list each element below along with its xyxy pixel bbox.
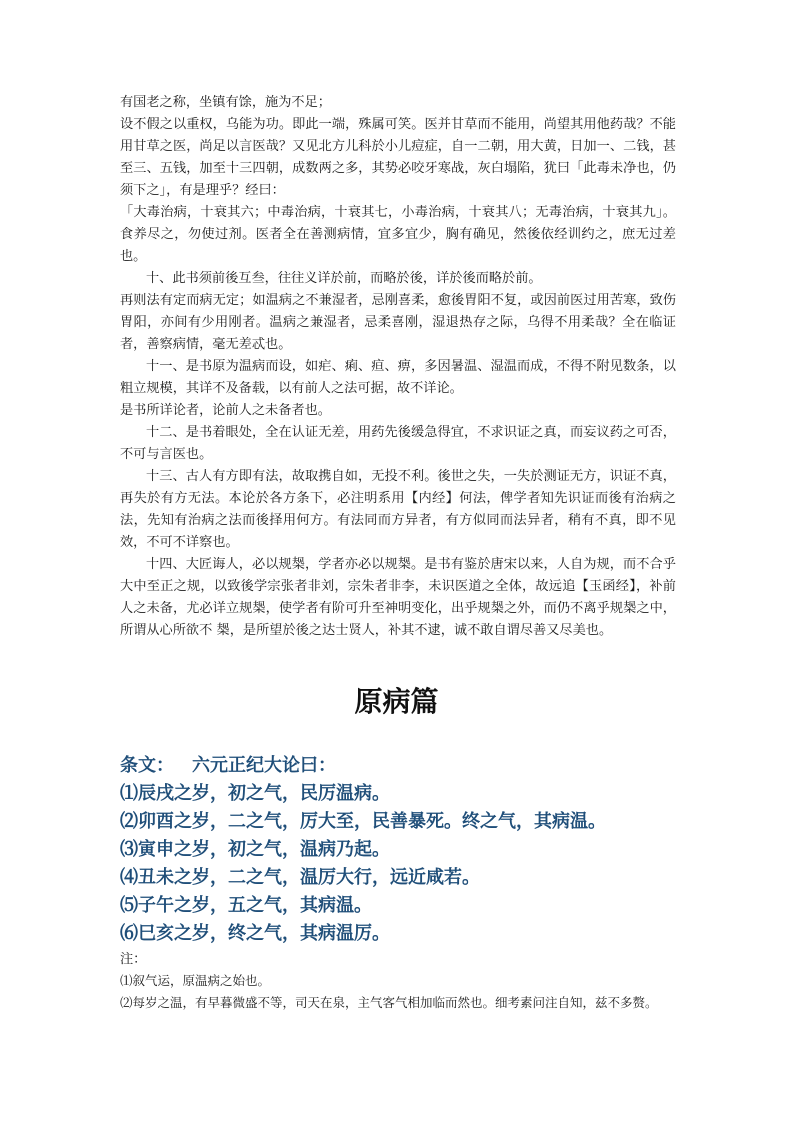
clause-item-2: ⑵卯酉之岁，二之气，厉大至，民善暴死。终之气，其病温。 <box>120 811 606 832</box>
paragraph-6: 是书所详论者，论前人之未备者也。 <box>120 403 331 418</box>
paragraph-4: 再则法有定而病无定；如温病之不兼湿者，忌刚喜柔，愈後胃阳不复，或因前医过用苦寒，致伤胃阳，亦间有少用刚者。温病之兼湿者，忌柔喜刚，湿退热存之际，乌得不用柔哉？全在临证者，善察病情，毫无差忒也。 <box>120 293 676 352</box>
upper-text-block <box>120 92 676 642</box>
note-1: ⑴叙气运，原温病之始也。 <box>120 973 271 988</box>
clause-section <box>120 752 676 1014</box>
section-title: 原病篇 <box>354 685 439 718</box>
paragraph-3: 十、此书须前後互叁，往往义详於前，而略於後，详於後而略於前。 <box>146 271 542 286</box>
clause-item-5: ⑸子午之岁，五之气，其病温。 <box>120 895 372 916</box>
clause-heading <box>120 752 676 780</box>
paragraph-2: 「大毒治病，十衰其六；中毒治病，十衰其七，小毒治病，十衰其八；无毒治病，十衰其九」。食养尽之，勿使过剂。医者全在善测病情，宜多宜少，胸有确见，然後依经训约之，庶无过差也。 <box>120 205 676 264</box>
paragraph-8: 十三、古人有方即有法，故取携自如，无投不利。後世之失，一失於测证无方，识证不真，再失於有方无法。本论於各方条下，必注明系用【内经】何法，俾学者知先识证而後有治病之法，先知有治病之法而後择用何方。有法同而方异者，有方似同而法异者，稍有不真，即不见效，不可不详察也。 <box>120 469 676 550</box>
paragraph-1: 设不假之以重权，乌能为功。即此一端，殊属可笑。医并甘草而不能用，尚望其用他药哉？不能用甘草之医，尚足以言医哉？又见北方儿科於小儿痘症，自一二朝，用大黄，日加一、二钱，甚至三、五钱，加至十三四朝，成数两之多，其势必咬牙寒战，灰白塌陷，犹曰「此毒未净也，仍须下之」，有是理乎？经曰： <box>120 117 676 198</box>
clause-item-3: ⑶寅申之岁，初之气，温病乃起。 <box>120 839 390 860</box>
paragraph-0: 有国老之称，坐镇有馀，施为不足； <box>120 95 331 110</box>
clause-item-1: ⑴辰戌之岁，初之气，民厉温病。 <box>120 783 390 804</box>
clause-source: 六元正纪大论曰： <box>192 755 336 776</box>
clause-item-6: ⑹巳亥之岁，终之气，其病温厉。 <box>120 923 390 944</box>
clause-label: 条文： <box>120 755 174 776</box>
clause-item-4: ⑷丑未之岁，二之气，温厉大行，远近咸若。 <box>120 867 480 888</box>
paragraph-5: 十一、是书原为温病而设，如疟、痢、疸、痹，多因暑温、湿温而成，不得不附见数条，以粗立规模，其详不及备载，以有前人之法可据，故不详论。 <box>120 359 676 396</box>
note-2: ⑵每岁之温，有早暮微盛不等，司天在泉，主气客气相加临而然也。细考素问注自知，兹不多赘。 <box>120 995 658 1010</box>
paragraph-7: 十二、是书着眼处，全在认证无差，用药先後缓急得宜，不求识证之真，而妄议药之可否，不可与言医也。 <box>120 425 676 462</box>
notes-label: 注： <box>120 952 147 967</box>
paragraph-9: 十四、大匠诲人，必以规椝，学者亦必以规椝。是书有鉴於唐宋以来，人自为规，而不合乎大中至正之规，以致後学宗张者非刘，宗朱者非李，未识医道之全体，故远追【玉函经】，补前人之未备，尤必详立规椝，使学者有阶可升至神明变化，出乎规椝之外，而仍不离乎规椝之中，所谓从心所欲不 椝，是所望於後之达士贤人，补其不逮，诚不敢自谓尽善又尽美也。 <box>120 557 676 638</box>
